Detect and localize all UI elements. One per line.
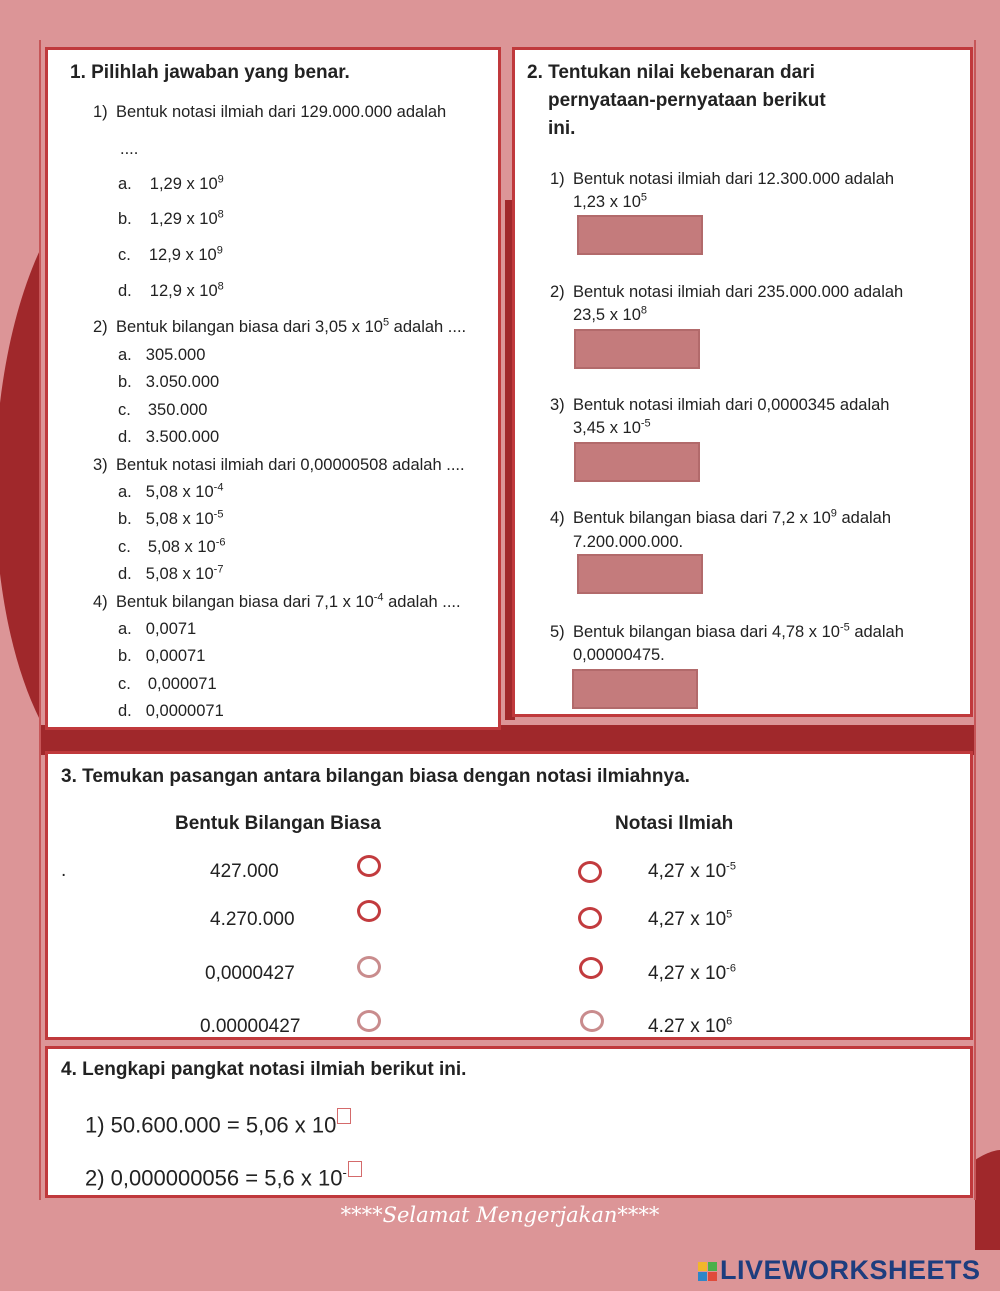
right-connector-2[interactable] xyxy=(578,907,602,929)
right-column-header: Notasi Ilmiah xyxy=(615,813,734,834)
statement-5-value: 0,00000475. xyxy=(573,646,665,664)
q3-option-d[interactable]: d. 5,08 x $10^{-7}$ xyxy=(118,563,224,583)
q1-option-b[interactable] xyxy=(118,210,224,229)
section2-title-line1: 2. Tentukan nilai kebenaran dari xyxy=(527,62,815,83)
section4-title: 4. Lengkapi pangkat notasi ilmiah berikut ini. xyxy=(61,1059,467,1080)
fill-exponent-panel xyxy=(45,1046,973,1198)
q4-option-a[interactable]: a. 0,0071 xyxy=(118,620,197,638)
q1-option-d[interactable] xyxy=(118,282,224,301)
section1-title: 1. Pilihlah jawaban yang benar. xyxy=(70,62,350,83)
option-letter: b. xyxy=(118,210,132,228)
statement-1-text: Bentuk notasi ilmiah dari 12.300.000 adalah xyxy=(573,170,895,188)
q4-option-d[interactable]: d. 0,0000071 xyxy=(118,702,224,720)
exponent-input-1[interactable] xyxy=(337,1108,351,1124)
option-letter: a. xyxy=(118,175,132,193)
q2-option-b[interactable]: b. 3.050.000 xyxy=(118,373,220,391)
exponent-question-1: 1) 50.600.000 = 5,06 x 10 xyxy=(85,1108,351,1138)
section2-title-line2: pernyataan-pernyataan berikut xyxy=(548,90,826,111)
right-item-3: 4,27 x $10^{-6}$ xyxy=(648,962,736,984)
left-column-header: Bentuk Bilangan Biasa xyxy=(175,813,381,834)
q2-option-d[interactable]: d. 3.500.000 xyxy=(118,428,220,446)
option-letter: d. xyxy=(118,282,132,300)
question-1-continuation: .... xyxy=(120,140,139,158)
left-item-4: 0.00000427 xyxy=(200,1016,301,1037)
question-1-text: Bentuk notasi ilmiah dari 129.000.000 adalah xyxy=(116,103,447,121)
right-connector-3[interactable] xyxy=(579,957,603,979)
q2-option-c[interactable]: c. 350.000 xyxy=(118,401,208,419)
logo-icon xyxy=(698,1262,718,1282)
statement-3-value: 3,45 x $10^{-5}$ xyxy=(573,417,651,437)
statement-1-value: 1,23 x $10^5$ xyxy=(573,191,648,211)
option-value: 1,29 x 10 xyxy=(149,210,218,228)
statement-3-text: Bentuk notasi ilmiah dari 0,0000345 adalah xyxy=(573,396,890,414)
option-value: 1,29 x 10 xyxy=(149,175,218,193)
statement-5-text: Bentuk bilangan biasa dari 4,78 x $10^{-5}$ adalah xyxy=(573,621,904,641)
liveworksheets-logo: LIVEWORKSHEETS xyxy=(698,1255,981,1286)
answer-box-1[interactable] xyxy=(577,215,703,255)
option-letter: c. xyxy=(118,246,131,264)
exponent-question-2: 2) 0,000000056 = 5,6 x 10- xyxy=(85,1161,362,1191)
question-1-number: 1) xyxy=(93,103,108,121)
option-exponent: 9 xyxy=(216,244,223,257)
option-value: 12,9 x 10 xyxy=(149,282,218,300)
closing-message: ****Selamat Mengerjakan**** xyxy=(340,1203,660,1227)
statement-2-number: 2) xyxy=(550,283,565,301)
option-exponent: 8 xyxy=(217,280,224,293)
question-2-text: Bentuk bilangan biasa dari 3,05 x $10^5$ adalah .... xyxy=(116,316,467,336)
right-item-4: 4.27 x $10^6$ xyxy=(648,1015,733,1037)
answer-box-5[interactable] xyxy=(572,669,698,709)
right-item-2: 4,27 x $10^5$ xyxy=(648,908,733,930)
section3-title: 3. Temukan pasangan antara bilangan biasa dengan notasi ilmiahnya. xyxy=(61,766,690,787)
answer-box-4[interactable] xyxy=(577,554,703,594)
q4-option-c[interactable]: c. 0,000071 xyxy=(118,675,217,693)
matching-panel xyxy=(45,751,973,1040)
answer-box-2[interactable] xyxy=(574,329,700,369)
q3-option-c[interactable]: c. 5,08 x $10^{-6}$ xyxy=(118,536,226,556)
statement-3-number: 3) xyxy=(550,396,565,414)
option-exponent: 9 xyxy=(217,173,224,186)
multiple-choice-panel xyxy=(45,47,501,730)
q3-option-b[interactable]: b. 5,08 x $10^{-5}$ xyxy=(118,508,224,528)
left-connector-2[interactable] xyxy=(357,900,381,922)
q2-option-a[interactable]: a. 305.000 xyxy=(118,346,206,364)
statement-2-value: 23,5 x $10^8$ xyxy=(573,304,648,324)
section2-title-line3: ini. xyxy=(548,118,576,139)
right-connector-4[interactable] xyxy=(580,1010,604,1032)
q3-option-a[interactable]: a. 5,08 x $10^{-4}$ xyxy=(118,481,224,501)
true-false-panel xyxy=(512,47,973,717)
question-2-number: 2) xyxy=(93,318,108,336)
statement-1-number: 1) xyxy=(550,170,565,188)
q4-option-b[interactable]: b. 0,00071 xyxy=(118,647,206,665)
question-3-number: 3) xyxy=(93,456,108,474)
answer-box-3[interactable] xyxy=(574,442,700,482)
q1-option-a[interactable] xyxy=(118,175,224,194)
statement-4-number: 4) xyxy=(550,509,565,527)
left-item-1: 427.000 xyxy=(210,861,279,882)
statement-4-value: 7.200.000.000. xyxy=(573,533,684,551)
statement-2-text: Bentuk notasi ilmiah dari 235.000.000 adalah xyxy=(573,283,904,301)
q1-option-c[interactable] xyxy=(118,246,223,265)
option-exponent: 8 xyxy=(217,208,224,221)
left-connector-3[interactable] xyxy=(357,956,381,978)
left-connector-4[interactable] xyxy=(357,1010,381,1032)
question-4-number: 4) xyxy=(93,593,108,611)
question-3-text: Bentuk notasi ilmiah dari 0,00000508 adalah .... xyxy=(116,456,465,474)
statement-4-text: Bentuk bilangan biasa dari 7,2 x $10^9$ adalah xyxy=(573,507,892,527)
option-value: 12,9 x 10 xyxy=(148,246,217,264)
right-connector-1[interactable] xyxy=(578,861,602,883)
question-4-text: Bentuk bilangan biasa dari 7,1 x $10^{-4}$ adalah .... xyxy=(116,591,461,611)
left-item-3: 0,0000427 xyxy=(205,963,295,984)
statement-5-number: 5) xyxy=(550,623,565,641)
exponent-input-2[interactable] xyxy=(348,1161,362,1177)
left-item-2: 4.270.000 xyxy=(210,909,295,930)
left-connector-1[interactable] xyxy=(357,855,381,877)
stray-dot: . xyxy=(61,860,67,881)
right-item-1: 4,27 x $10^{-5}$ xyxy=(648,860,736,882)
